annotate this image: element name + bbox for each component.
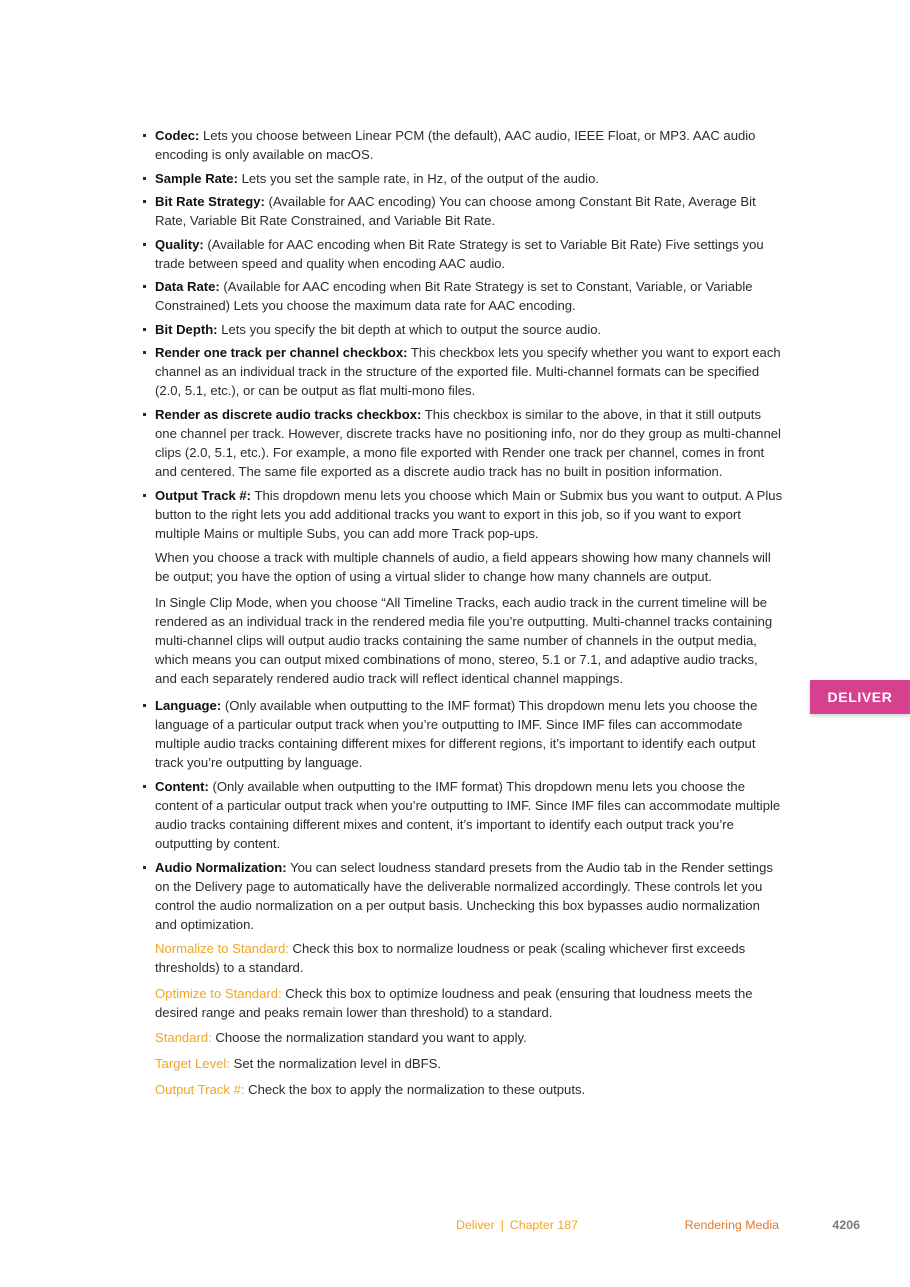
desc-output-track: This dropdown menu lets you choose which Main or Submix bus you want to output. A Plus button to the right lets you add additional tracks you want to export in this job, so if you want to export multiple Mains or multiple Subs, you can add more Track pop-ups.: [155, 487, 783, 541]
term-bit-rate-strategy: Bit Rate Strategy:: [155, 194, 265, 210]
term-render-one-track: Render one track per channel checkbox:: [155, 345, 408, 361]
desc-data-rate: (Available for AAC encoding when Bit Rate Strategy is set to Constant, Variable, or Variable Constrained) Lets you choose the maximum data rate for AAC encoding.: [155, 279, 753, 314]
term-target-level: Target Level:: [155, 1056, 230, 1072]
bullet-output-track: [141, 486, 783, 543]
desc-language: (Only available when outputting to the IMF format) This dropdown menu lets you choose the language of a particular output track when you’re outputting to IMF. Since IMF files can accommodate multiple audio tracks containing different mixes for different regions, it’s important to identify each output track you’re outputting by language.: [155, 698, 758, 771]
term-codec: Codec:: [155, 128, 200, 143]
bullet-render-discrete: [141, 405, 783, 481]
bullet-quality: [141, 235, 783, 273]
term-output-track: Output Track #:: [155, 487, 252, 503]
term-render-discrete: Render as discrete audio tracks checkbox:: [155, 406, 422, 422]
document-body: [141, 126, 783, 1105]
term-audio-normalization: Audio Normalization:: [155, 859, 287, 875]
footer-section: Deliver: [456, 1218, 495, 1232]
bullet-render-one-track: [141, 343, 783, 400]
bullet-bit-depth: [141, 320, 783, 339]
footer-separator: |: [500, 1218, 504, 1232]
desc-standard: Choose the normalization standard you want to apply.: [211, 1030, 527, 1046]
single-clip-mode-paragraph: In Single Clip Mode, when you choose “All Timeline Tracks, each audio track in the current timeline will be rendered as an individual track in the rendered media file you’re outputting. Multi-channel tracks containing multi-channel clips will output audio tracks containing the same number of channels in the output media, which means you can output mixed combinations of mono, stereo, 5.1 or 7.1, and adaptive audio tracks, and each separately rendered audio track will reflect identical channel mappings.: [155, 594, 773, 687]
desc-normalization-output-track: Check the box to apply the normalization to these outputs.: [244, 1081, 586, 1097]
term-content: Content:: [155, 778, 209, 794]
term-quality: Quality:: [155, 236, 204, 252]
bullet-bit-rate-strategy: [141, 192, 783, 230]
term-sample-rate: Sample Rate:: [155, 170, 238, 186]
page-number: 4206: [832, 1218, 860, 1232]
desc-audio-normalization: You can select loudness standard presets from the Audio tab in the Render settings on the Delivery page to automatically have the deliverable normalized accordingly. These controls let you control the audio normalization on a per output basis. Unchecking this box bypasses audio normalization and optimization.: [155, 859, 773, 932]
audio-settings-list: [141, 126, 783, 543]
footer-title: Rendering Media: [684, 1218, 779, 1232]
desc-normalize-to-standard: Check this box to normalize loudness or peak (scaling whichever first exceeds thresholds) to a standard.: [155, 941, 746, 976]
term-standard: Standard:: [155, 1030, 212, 1046]
target-level-item: [141, 1054, 783, 1073]
bullet-sample-rate: [141, 169, 783, 188]
deliver-section-tab: DELIVER: [810, 680, 910, 714]
normalization-output-track-item: [141, 1080, 783, 1099]
desc-render-one-track: This checkbox lets you specify whether you want to export each channel as an individual track in the structure of the exported file. Multi-channel formats can be specified (2.0, 5.1, etc.), or can be output as flat multi-mono files.: [155, 345, 781, 399]
page-footer: [0, 1218, 910, 1234]
term-bit-depth: Bit Depth:: [155, 321, 218, 337]
desc-codec: Lets you choose between Linear PCM (the default), AAC audio, IEEE Float, or MP3. AAC audio encoding is only available on macOS.: [155, 128, 756, 163]
desc-sample-rate: Lets you set the sample rate, in Hz, of the output of the audio.: [237, 170, 599, 186]
output-track-paragraph: When you choose a track with multiple channels of audio, a field appears showing how many channels will be output; you have the option of using a virtual slider to change how many channels are output.: [155, 550, 771, 585]
optimize-to-standard-item: [141, 984, 783, 1022]
term-optimize-to-standard: Optimize to Standard:: [155, 985, 282, 1001]
term-language: Language:: [155, 698, 222, 714]
term-data-rate: Data Rate:: [155, 279, 220, 295]
desc-bit-depth: Lets you specify the bit depth at which to output the source audio.: [217, 321, 602, 337]
bullet-language: [141, 696, 783, 772]
desc-optimize-to-standard: Check this box to optimize loudness and peak (ensuring that loudness meets the desired range and peaks remain lower than threshold) to a standard.: [155, 985, 753, 1020]
bullet-codec: [141, 126, 783, 164]
standard-item: [141, 1028, 783, 1047]
desc-quality: (Available for AAC encoding when Bit Rate Strategy is set to Variable Bit Rate) Five settings you trade between speed and quality when encoding AAC audio.: [155, 236, 764, 271]
desc-render-discrete: This checkbox is similar to the above, in that it still outputs one channel per track. However, discrete tracks have no positioning info, nor do they group as multi-channel clips (2.0, 5.1, etc.). For example, a mono file exported with Render one track per channel, comes in front and centered. The same file exported as a discrete audio track has no built in position information.: [155, 406, 781, 480]
normalize-to-standard-item: [141, 939, 783, 977]
term-normalize-to-standard: Normalize to Standard:: [155, 941, 289, 957]
bullet-audio-normalization: [141, 858, 783, 934]
term-normalization-output-track: Output Track #:: [155, 1081, 245, 1097]
desc-bit-rate-strategy: (Available for AAC encoding) You can choose among Constant Bit Rate, Average Bit Rate, Variable Bit Rate Constrained, and Variable Bit Rate.: [155, 194, 756, 229]
desc-target-level: Set the normalization level in dBFS.: [229, 1056, 442, 1072]
desc-content: (Only available when outputting to the IMF format) This dropdown menu lets you choose the content of a particular output track when you’re outputting to IMF. Since IMF files can accommodate multiple audio tracks containing different mixes and content, it’s important to identify each output track you’re outputting by content.: [155, 778, 781, 852]
footer-chapter: Chapter 187: [509, 1218, 578, 1232]
bullet-content: [141, 777, 783, 853]
imf-settings-list: [141, 696, 783, 934]
bullet-data-rate: [141, 277, 783, 315]
footer-breadcrumb: [456, 1218, 578, 1232]
